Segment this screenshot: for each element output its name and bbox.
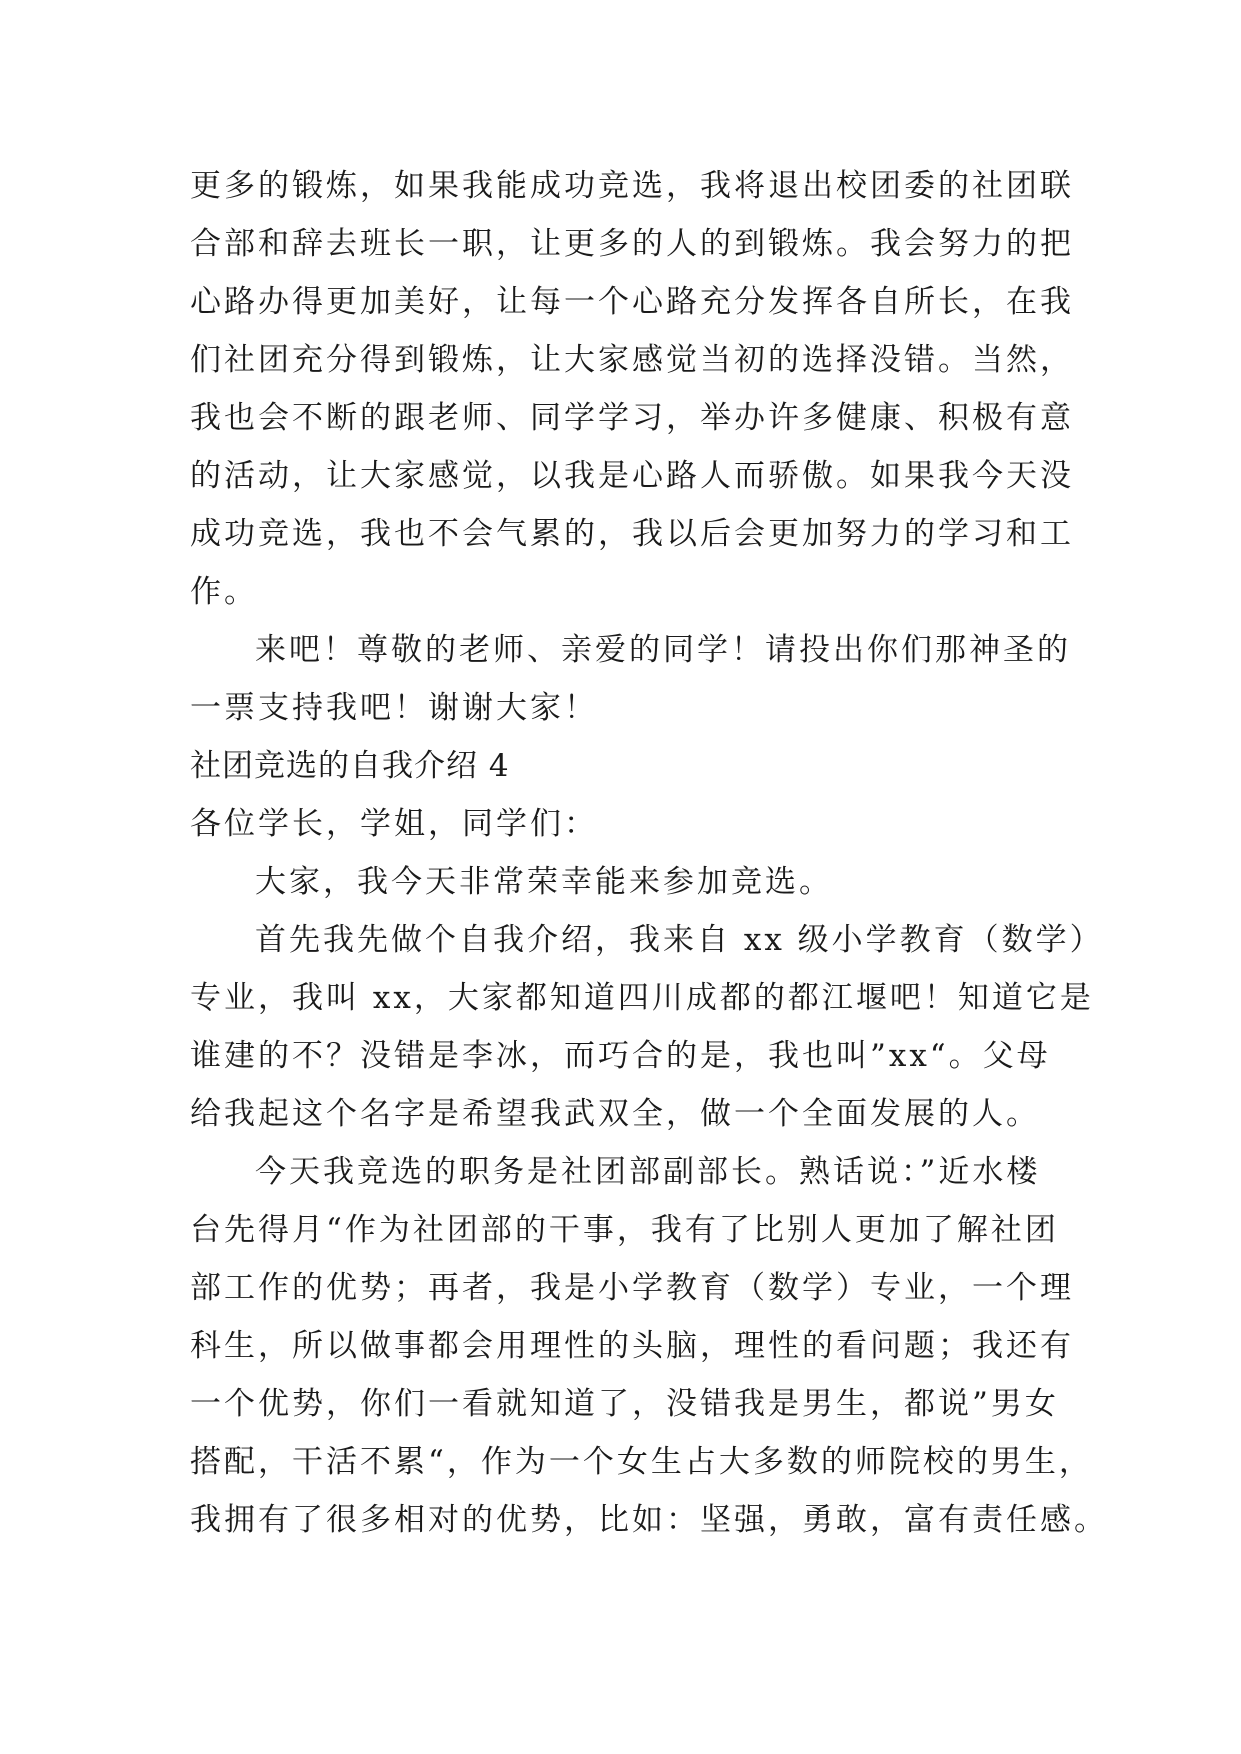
paragraph-first-line: 今天我竞选的职务是社团部副部长。熟话说：”近水楼 (255, 1154, 1041, 1190)
text-line: 更多的锻炼，如果我能成功竞选，我将退出校团委的社团联 (190, 168, 1074, 204)
text-line: 们社团充分得到锻炼，让大家感觉当初的选择没错。当然， (190, 342, 1074, 378)
text-line: 台先得月“作为社团部的干事，我有了比别人更加了解社团 (190, 1212, 1059, 1248)
paragraph-first-line: 大家，我今天非常荣幸能来参加竞选。 (255, 864, 833, 900)
document-body (190, 157, 1108, 1549)
text-line: 的活动，让大家感觉，以我是心路人而骄傲。如果我今天没 (190, 458, 1074, 494)
section-heading: 社团竞选的自我介绍 4 (190, 748, 510, 784)
text-line: 给我起这个名字是希望我武双全，做一个全面发展的人。 (190, 1096, 1040, 1132)
text-line: 我拥有了很多相对的优势，比如：坚强，勇敢，富有责任感。 (190, 1502, 1108, 1538)
salutation: 各位学长，学姐，同学们： (190, 806, 598, 842)
text-line: 作。 (190, 574, 258, 610)
text-line: 一个优势，你们一看就知道了，没错我是男生，都说”男女 (190, 1386, 1059, 1422)
text-line: 心路办得更加美好，让每一个心路充分发挥各自所长，在我 (190, 284, 1074, 320)
text-line: 科生，所以做事都会用理性的头脑，理性的看问题；我还有 (190, 1328, 1074, 1364)
text-line: 成功竞选，我也不会气累的，我以后会更加努力的学习和工 (190, 516, 1074, 552)
text-line: 我也会不断的跟老师、同学学习，举办许多健康、积极有意 (190, 400, 1074, 436)
paragraph-first-line: 首先我先做个自我介绍，我来自 xx 级小学教育（数学） (255, 922, 1104, 958)
text-line: 专业，我叫 xx，大家都知道四川成都的都江堰吧！知道它是 (190, 980, 1094, 1016)
text-line: 搭配，干活不累“，作为一个女生占大多数的师院校的男生， (190, 1444, 1093, 1480)
text-line: 部工作的优势；再者，我是小学教育（数学）专业，一个理 (190, 1270, 1074, 1306)
text-line: 合部和辞去班长一职，让更多的人的到锻炼。我会努力的把 (190, 226, 1074, 262)
text-line: 一票支持我吧！谢谢大家！ (190, 690, 598, 726)
text-line: 谁建的不？没错是李冰，而巧合的是，我也叫”xx“。父母 (190, 1038, 1051, 1074)
paragraph-first-line: 来吧！尊敬的老师、亲爱的同学！请投出你们那神圣的 (255, 632, 1071, 668)
